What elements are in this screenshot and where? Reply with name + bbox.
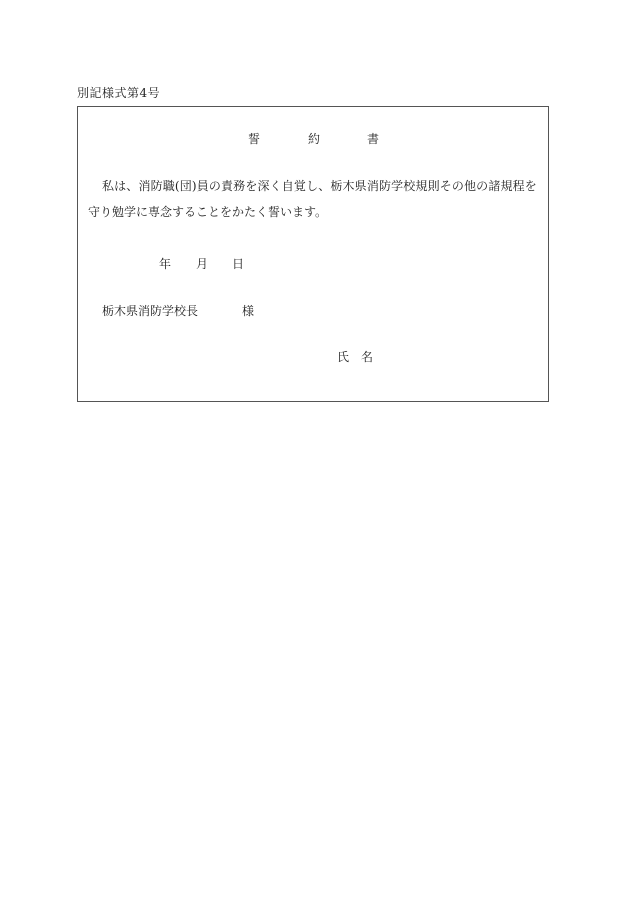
oath-text-line-2: 守り勉学に専念することをかたく誓います。 bbox=[88, 205, 328, 219]
month-label: 月 bbox=[196, 257, 209, 271]
signature-label-mei: 名 bbox=[361, 350, 374, 364]
oath-text-line-1: 私は、消防職(団)員の責務を深く自覚し、栃木県消防学校規則その他の諸規程を bbox=[102, 179, 537, 193]
document-frame bbox=[77, 106, 549, 402]
title-char-1: 誓 bbox=[248, 132, 261, 146]
year-label: 年 bbox=[159, 257, 172, 271]
form-number: 別記様式第4号 bbox=[77, 86, 161, 100]
addressee-honorific: 様 bbox=[242, 304, 255, 318]
addressee-name: 栃木県消防学校長 bbox=[102, 304, 199, 318]
title-char-2: 約 bbox=[308, 132, 321, 146]
signature-label-shi: 氏 bbox=[337, 350, 350, 364]
title-char-3: 書 bbox=[367, 132, 380, 146]
day-label: 日 bbox=[232, 257, 245, 271]
